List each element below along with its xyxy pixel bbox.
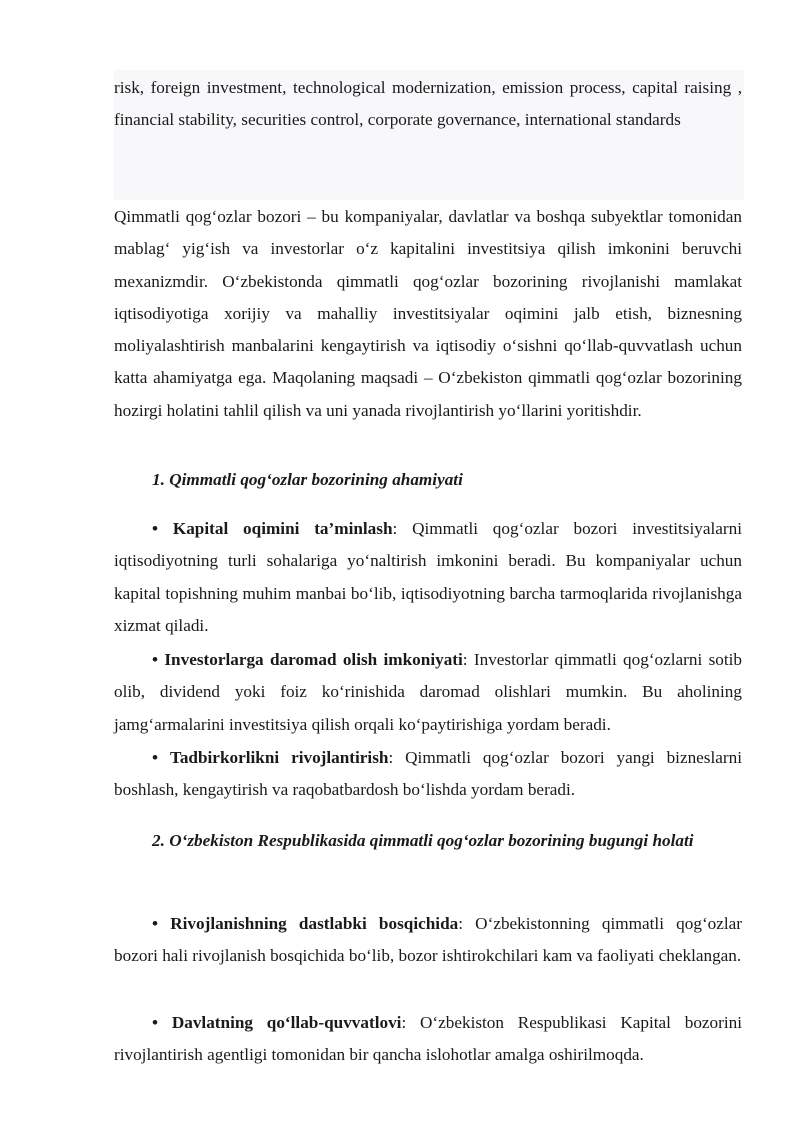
intro-paragraph: Qimmatli qog‘ozlar bozori – bu kompaniyalar, davlatlar va boshqa subyektlar tomonidan mablag‘ yig‘ish va investorlar o‘z kapitalini investitsiya qilish imkonini beruvchi mexanizmdir. O‘zbekistonda qimmatli qog‘ozlar bozorining rivojlanishi mamlakat iqtisodiyotiga xorijiy va mahalliy investitsiyalar oqimini jalb etish, biznesning moliyalashtirish manbalarini kengaytirish va iqtisodiy o‘sishni qo‘llab-quvvatlash uchun katta ahamiyatga ega. Maqolaning maqsadi – O‘zbekiston qimmatli qog‘ozlar bozorining hozirgi holatini tahlil qilish va uni yanada rivojlantirish yo‘llarini yoritishdir. [114, 207, 742, 420]
bullet-term: Investorlarga daromad olish imkoniyati [164, 650, 463, 669]
bullet-text: : O‘zbekistonning qimmatli qog‘ozlar bozori hali rivojlanish bosqichida bo‘lib, bozor ishtirokchilari kam va faoliyati cheklangan. [114, 914, 743, 966]
bullet-term: Davlatning qo‘llab-quvvatlovi [171, 1013, 402, 1032]
bullet-icon: • [152, 650, 159, 669]
bullet-term: Rivojlanishning dastlabki bosqichida [170, 914, 459, 933]
bullet-item [114, 513, 742, 642]
bullet-text: : Investorlar qimmatli qog‘ozlarni sotib olib, dividend yoki foiz ko‘rinishida daromad olishlari mumkin. Bu aholining jamg‘armalarini investitsiya qilish orqali ko‘paytirishiga yordam beradi. [114, 650, 743, 734]
keywords-text: risk, foreign investment, technological modernization, emission process, capital raising , financial stability, securities control, corporate governance, international standards [114, 78, 742, 130]
bullet-icon: • [152, 1013, 159, 1032]
bullet-term: Kapital oqimini ta’minlash [172, 519, 393, 538]
bullet-term: Tadbirkorlikni rivojlantirish [169, 748, 389, 767]
section-2-heading: 2. O‘zbekiston Respublikasida qimmatli qog‘ozlar bozorining bugungi holati [152, 831, 694, 850]
bullet-text: : Qimmatli qog‘ozlar bozori investitsiyalarni iqtisodiyotning turli sohalariga yo‘naltirish imkonini beradi. Bu kompaniyalar uchun kapital topishning muhim manbai bo‘lib, iqtisodiyotning barcha tarmoqlarida rivojlanishga xizmat qiladi. [114, 519, 742, 635]
section-1-heading: 1. Qimmatli qog‘ozlar bozorining ahamiyati [152, 470, 463, 489]
bullet-icon: • [152, 748, 159, 767]
bullet-icon: • [152, 519, 159, 538]
bullet-item [114, 908, 742, 973]
bullet-item [114, 742, 742, 807]
bullet-text: : Qimmatli qog‘ozlar bozori yangi bizneslarni boshlash, kengaytirish va raqobatbardosh bo‘lishda yordam beradi. [114, 748, 742, 800]
bullet-item [114, 644, 742, 741]
bullet-item [114, 1007, 742, 1072]
bullet-icon: • [152, 914, 159, 933]
bullet-text: : O‘zbekiston Respublikasi Kapital bozorini rivojlantirish agentligi tomonidan bir qancha islohotlar amalga oshirilmoqda. [114, 1013, 743, 1065]
